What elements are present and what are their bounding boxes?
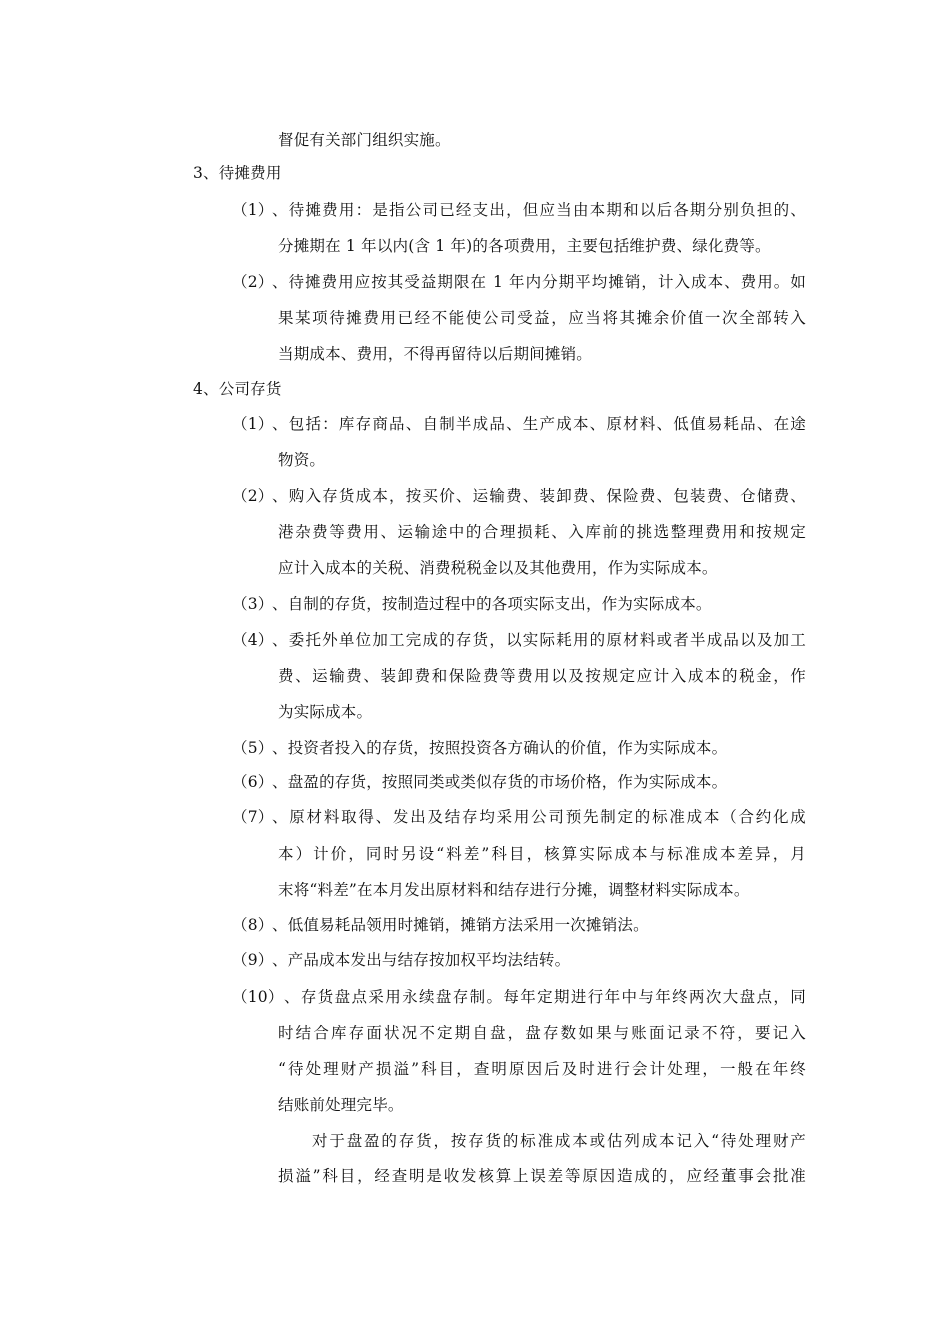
paragraph-line: 损溢”科目，经查明是收发核算上误差等原因造成的，应经董事会批准 — [278, 1167, 806, 1185]
item-number: （5） — [232, 739, 274, 757]
item-text-line: 当期成本、费用，不得再留待以后期间摊销。 — [278, 345, 593, 363]
item-text-line: 末将“料差”在本月发出原材料和结存进行分摊，调整材料实际成本。 — [278, 881, 750, 899]
item-text-line: 港杂费等费用、运输途中的合理损耗、入库前的挑选整理费用和按规定 — [278, 523, 806, 541]
item-text-line: 为实际成本。 — [278, 703, 373, 721]
item-number: （2） — [232, 487, 274, 505]
item-text-line: 、委托外单位加工完成的存货，以实际耗用的原材料或者半成品以及加工 — [272, 631, 806, 649]
item-text-line: 应计入成本的关税、消费税税金以及其他费用，作为实际成本。 — [278, 559, 718, 577]
section-heading: 4、公司存货 — [193, 380, 282, 398]
item-number: （6） — [232, 773, 274, 791]
continuation-line: 督促有关部门组织实施。 — [278, 131, 451, 149]
item-text-line: 果某项待摊费用已经不能使公司受益，应当将其摊余价值一次全部转入 — [278, 309, 806, 327]
item-text-line: 、存货盘点采用永续盘存制。每年定期进行年中与年终两次大盘点，同 — [284, 988, 806, 1006]
item-text-line: 费、运输费、装卸费和保险费等费用以及按规定应计入成本的税金，作 — [278, 667, 806, 685]
item-text-line: 、待摊费用：是指公司已经支出，但应当由本期和以后各期分别负担的、 — [272, 201, 806, 219]
item-text-line: “待处理财产损溢”科目，查明原因后及时进行会计处理，一般在年终 — [278, 1060, 806, 1078]
item-number: （1） — [232, 415, 274, 433]
item-number: （10） — [232, 988, 284, 1006]
item-text-line: 时结合库存面状况不定期自盘，盘存数如果与账面记录不符，要记入 — [278, 1024, 806, 1042]
paragraph-line: 对于盘盈的存货，按存货的标准成本或估列成本记入“待处理财产 — [312, 1132, 806, 1150]
item-text-line: 、原材料取得、发出及结存均采用公司预先制定的标准成本（合约化成 — [272, 808, 806, 826]
item-number: （7） — [232, 808, 274, 826]
item-text-line: 、购入存货成本，按买价、运输费、装卸费、保险费、包装费、仓储费、 — [272, 487, 806, 505]
item-text-line: 、低值易耗品领用时摊销，摊销方法采用一次摊销法。 — [272, 916, 649, 934]
item-text-line: 本）计价，同时另设“料差”科目，核算实际成本与标准成本差异，月 — [278, 845, 806, 863]
item-text-line: 分摊期在 1 年以内(含 1 年)的各项费用，主要包括维护费、绿化费等。 — [278, 237, 771, 255]
item-number: （4） — [232, 631, 274, 649]
item-text-line: 、自制的存货，按制造过程中的各项实际支出，作为实际成本。 — [272, 595, 712, 613]
item-text-line: 、待摊费用应按其受益期限在 1 年内分期平均摊销，计入成本、费用。如 — [272, 273, 806, 291]
item-text-line: 结账前处理完毕。 — [278, 1096, 404, 1114]
item-number: （3） — [232, 595, 274, 613]
section-heading: 3、待摊费用 — [193, 164, 282, 182]
item-text-line: 、产品成本发出与结存按加权平均法结转。 — [272, 951, 571, 969]
item-text-line: 、投资者投入的存货，按照投资各方确认的价值，作为实际成本。 — [272, 739, 728, 757]
item-number: （1） — [232, 201, 274, 219]
item-text-line: 、包括：库存商品、自制半成品、生产成本、原材料、低值易耗品、在途 — [272, 415, 806, 433]
item-number: （9） — [232, 951, 274, 969]
item-number: （2） — [232, 273, 274, 291]
item-text-line: 物资。 — [278, 451, 326, 469]
item-text-line: 、盘盈的存货，按照同类或类似存货的市场价格，作为实际成本。 — [272, 773, 728, 791]
item-number: （8） — [232, 916, 274, 934]
